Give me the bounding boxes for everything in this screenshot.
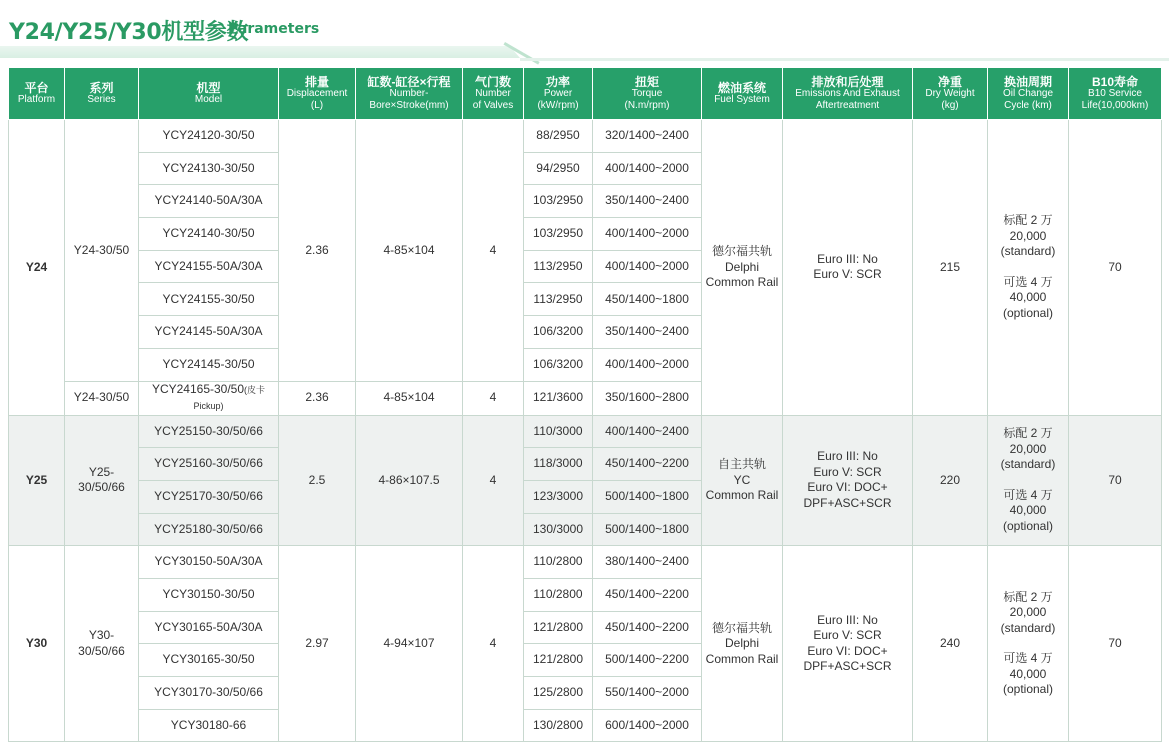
- power-cell: 103/2950: [524, 218, 593, 251]
- oil-change-cell-line: 20,000: [1009, 605, 1047, 620]
- platform-cell: Y25: [9, 415, 65, 546]
- power-cell: 121/2800: [524, 644, 593, 677]
- model-cell: YCY25160-30/50/66: [139, 448, 279, 481]
- model-cell: YCY30180-66: [139, 709, 279, 742]
- b10-life-cell: 70: [1069, 415, 1162, 546]
- column-header-cn: 功率: [545, 74, 570, 89]
- title-underline-extension: [520, 58, 1169, 61]
- model-cell: YCY30165-30/50: [139, 644, 279, 677]
- fuel-system-cell-line: 自主共轨: [717, 457, 766, 472]
- power-cell: 130/2800: [524, 709, 593, 742]
- table-body: [9, 120, 1162, 742]
- emissions-cell: [783, 120, 913, 416]
- title-bar: [0, 0, 1169, 62]
- fuel-system-cell-line: Common Rail: [705, 275, 779, 289]
- torque-cell: 400/1400~2000: [593, 250, 702, 283]
- column-header-en: Dry Weight: [925, 87, 975, 99]
- emissions-cell-line: Euro VI: DOC+: [807, 480, 888, 495]
- power-cell: 110/3000: [524, 415, 593, 448]
- column-header-cn: 排放和后处理: [811, 74, 884, 89]
- column-header-en: Model: [194, 93, 223, 105]
- column-header-en: Displacement: [286, 87, 348, 99]
- fuel-system-cell-line: 德尔福共轨: [711, 620, 772, 635]
- model-cell: YCY30150-30/50: [139, 578, 279, 611]
- oil-change-cell-line: 标配 2 万: [1003, 589, 1053, 604]
- column-header-en: Fuel System: [714, 93, 770, 105]
- model-cell: YCY30150-50A/30A: [139, 546, 279, 579]
- bore-stroke-cell: 4-85×104: [356, 120, 463, 382]
- power-cell: 88/2950: [524, 120, 593, 153]
- oil-change-cell-line: (standard): [1000, 244, 1056, 259]
- column-header-en: Torque: [631, 87, 663, 99]
- power-cell: 113/2950: [524, 250, 593, 283]
- torque-cell: 450/1400~2200: [593, 578, 702, 611]
- power-cell: 118/3000: [524, 448, 593, 481]
- title-underline: [0, 46, 520, 58]
- model-cell: YCY24165-30/50(皮卡Pickup): [139, 381, 279, 415]
- oil-change-cell-line: 可选 4 万: [1003, 274, 1053, 289]
- column-header: [1069, 68, 1162, 120]
- fuel-system-cell-line: Delphi: [724, 636, 760, 651]
- column-header-en: Number: [475, 87, 511, 99]
- power-cell: 121/2800: [524, 611, 593, 644]
- table-row: [9, 546, 1162, 579]
- dry-weight-cell: 220: [913, 415, 988, 546]
- bore-stroke-cell: 4-86×107.5: [356, 415, 463, 546]
- torque-cell: 450/1400~1800: [593, 283, 702, 316]
- column-header-cn: 平台: [24, 80, 49, 95]
- column-header-en: Platform: [17, 93, 56, 105]
- column-header: [463, 68, 524, 120]
- model-note: (皮卡Pickup): [193, 384, 266, 411]
- power-cell: 121/3600: [524, 381, 593, 415]
- bore-stroke-cell: 4-85×104: [356, 381, 463, 415]
- torque-cell: 500/1400~1800: [593, 480, 702, 513]
- column-header-en: Life(10,000km): [1081, 99, 1149, 111]
- column-header-cn: 系列: [89, 80, 114, 95]
- column-header-en: Emissions And Exhaust: [795, 87, 900, 99]
- model-cell: YCY24140-30/50: [139, 218, 279, 251]
- model-cell: YCY30165-50A/30A: [139, 611, 279, 644]
- model-cell: YCY24155-50A/30A: [139, 250, 279, 283]
- column-header-en: Power: [543, 87, 573, 99]
- torque-cell: 400/1400~2400: [593, 415, 702, 448]
- torque-cell: 450/1400~2200: [593, 448, 702, 481]
- series-cell-line: 30/50/66: [78, 480, 125, 495]
- column-header: [524, 68, 593, 120]
- series-cell-line: 30/50/66: [78, 643, 125, 658]
- column-header: [988, 68, 1069, 120]
- power-cell: 110/2800: [524, 578, 593, 611]
- fuel-system-cell-line: Common Rail: [705, 488, 779, 503]
- torque-cell: 400/1400~2000: [593, 152, 702, 185]
- emissions-cell-line: Euro VI: DOC+: [807, 643, 888, 658]
- fuel-system-cell-line: 德尔福共轨: [711, 244, 772, 258]
- oil-change-cell: [988, 120, 1069, 416]
- torque-cell: 600/1400~2000: [593, 709, 702, 742]
- column-header: [913, 68, 988, 120]
- column-header-en: Number-: [389, 87, 429, 99]
- column-header: [783, 68, 913, 120]
- model-cell: YCY24145-30/50: [139, 348, 279, 381]
- emissions-cell-line: Euro V: SCR: [813, 628, 882, 643]
- platform-cell: Y24: [9, 120, 65, 416]
- column-header: [279, 68, 356, 120]
- emissions-cell-line: Euro III: No: [817, 251, 878, 266]
- oil-change-cell-line: 可选 4 万: [1003, 487, 1053, 502]
- displacement-cell: 2.97: [279, 546, 356, 742]
- fuel-system-cell: [702, 120, 783, 416]
- table-row: [9, 120, 1162, 153]
- oil-change-cell-line: 40,000: [1009, 290, 1047, 305]
- column-header: [593, 68, 702, 120]
- emissions-cell-line: Euro III: No: [817, 449, 878, 464]
- oil-change-cell: [988, 546, 1069, 742]
- torque-cell: 400/1400~2000: [593, 348, 702, 381]
- dry-weight-cell: 240: [913, 546, 988, 742]
- torque-cell: 450/1400~2200: [593, 611, 702, 644]
- page-title: Y24/Y25/Y30机型参数: [9, 20, 249, 45]
- series-cell: Y24-30/50: [65, 120, 139, 382]
- torque-cell: 320/1400~2400: [593, 120, 702, 153]
- column-header-en: B10 Service: [1088, 87, 1142, 99]
- model-cell: YCY25180-30/50/66: [139, 513, 279, 546]
- oil-change-cell-line: 标配 2 万: [1003, 213, 1053, 228]
- displacement-cell: 2.36: [279, 120, 356, 382]
- power-cell: 125/2800: [524, 677, 593, 710]
- b10-life-cell: 70: [1069, 120, 1162, 416]
- emissions-cell-line: Euro III: No: [817, 612, 878, 627]
- column-header-en: Oil Change: [1002, 87, 1054, 99]
- power-cell: 123/3000: [524, 480, 593, 513]
- platform-cell: Y30: [9, 546, 65, 742]
- table-row: [9, 415, 1162, 448]
- model-cell: YCY25150-30/50/66: [139, 415, 279, 448]
- displacement-cell: 2.36: [279, 381, 356, 415]
- torque-cell: 400/1400~2000: [593, 218, 702, 251]
- column-header-cn: 缸数-缸径×行程: [367, 74, 451, 89]
- torque-cell: 500/1400~2200: [593, 644, 702, 677]
- column-header-cn: 气门数: [474, 74, 511, 89]
- column-header-cn: 换油周期: [1003, 74, 1052, 89]
- emissions-cell-line: Euro V: SCR: [813, 267, 882, 282]
- torque-cell: 350/1400~2400: [593, 185, 702, 218]
- oil-change-cell-line: 40,000: [1009, 666, 1047, 681]
- table-header: [9, 68, 1162, 120]
- series-cell: [65, 546, 139, 742]
- column-header-cn: 净重: [937, 74, 962, 89]
- series-cell: Y24-30/50: [65, 381, 139, 415]
- series-cell-line: Y25-: [88, 464, 115, 479]
- column-header-en: Cycle (km): [1004, 99, 1052, 111]
- power-cell: 106/3200: [524, 348, 593, 381]
- fuel-system-cell-line: YC: [733, 472, 751, 487]
- column-header-cn: B10寿命: [1091, 74, 1138, 89]
- column-header-en: of Valves: [472, 99, 514, 111]
- column-header-cn: 扭矩: [634, 74, 659, 89]
- emissions-cell-line: Euro V: SCR: [813, 464, 882, 479]
- oil-change-cell-line: (optional): [1002, 518, 1054, 533]
- torque-cell: 500/1400~1800: [593, 513, 702, 546]
- header-row: [9, 68, 1162, 120]
- oil-change-cell-line: (standard): [1000, 457, 1056, 472]
- oil-change-cell-line: 20,000: [1009, 441, 1047, 456]
- column-header-en: Series: [87, 93, 116, 105]
- column-header-cn: 排量: [304, 74, 329, 89]
- bore-stroke-cell: 4-94×107: [356, 546, 463, 742]
- column-header-cn: 燃油系统: [717, 80, 766, 95]
- torque-cell: 550/1400~2000: [593, 677, 702, 710]
- power-cell: 94/2950: [524, 152, 593, 185]
- oil-change-cell: [988, 415, 1069, 546]
- model-cell: YCY24155-30/50: [139, 283, 279, 316]
- oil-change-cell-line: 可选 4 万: [1003, 651, 1053, 666]
- column-header: [65, 68, 139, 120]
- column-header: [356, 68, 463, 120]
- power-cell: 106/3200: [524, 316, 593, 349]
- oil-change-cell-line: 标配 2 万: [1003, 426, 1053, 441]
- column-header: [702, 68, 783, 120]
- model-cell: YCY24140-50A/30A: [139, 185, 279, 218]
- model-cell: YCY25170-30/50/66: [139, 480, 279, 513]
- page-subtitle: Parameters: [228, 21, 320, 37]
- oil-change-cell-line: (optional): [1002, 682, 1054, 697]
- emissions-cell-line: DPF+ASC+SCR: [803, 659, 892, 674]
- model-cell: YCY24145-50A/30A: [139, 316, 279, 349]
- column-header: [139, 68, 279, 120]
- column-header-en: (L): [310, 99, 324, 111]
- series-cell-line: Y30-: [88, 628, 115, 643]
- oil-change-cell-line: (optional): [1002, 305, 1054, 320]
- displacement-cell: 2.5: [279, 415, 356, 546]
- fuel-system-cell-line: Delphi: [724, 259, 760, 274]
- power-cell: 103/2950: [524, 185, 593, 218]
- emissions-cell: [783, 415, 913, 546]
- column-header-en: (kg): [941, 99, 959, 111]
- emissions-cell-line: DPF+ASC+SCR: [803, 495, 892, 510]
- series-cell: [65, 415, 139, 546]
- column-header-en: Aftertreatment: [815, 99, 880, 111]
- column-header-cn: 机型: [196, 80, 221, 95]
- valves-cell: 4: [463, 381, 524, 415]
- dry-weight-cell: 215: [913, 120, 988, 416]
- torque-cell: 380/1400~2400: [593, 546, 702, 579]
- b10-life-cell: 70: [1069, 546, 1162, 742]
- oil-change-cell-line: (standard): [1000, 620, 1056, 635]
- torque-cell: 350/1400~2400: [593, 316, 702, 349]
- model-cell: YCY24120-30/50: [139, 120, 279, 153]
- column-header-en: Bore×Stroke(mm): [369, 99, 449, 111]
- column-header-en: (kW/rpm): [537, 99, 579, 111]
- power-cell: 110/2800: [524, 546, 593, 579]
- oil-change-cell-line: 40,000: [1009, 503, 1047, 518]
- oil-change-cell-line: 20,000: [1009, 228, 1047, 243]
- fuel-system-cell: [702, 546, 783, 742]
- model-cell: YCY30170-30/50/66: [139, 677, 279, 710]
- column-header-en: (N.m/rpm): [624, 99, 670, 111]
- power-cell: 113/2950: [524, 283, 593, 316]
- model-cell: YCY24130-30/50: [139, 152, 279, 185]
- parameters-table: [8, 67, 1162, 742]
- valves-cell: 4: [463, 415, 524, 546]
- emissions-cell: [783, 546, 913, 742]
- power-cell: 130/3000: [524, 513, 593, 546]
- column-header: [9, 68, 65, 120]
- fuel-system-cell-line: Common Rail: [705, 651, 779, 666]
- fuel-system-cell: [702, 415, 783, 546]
- valves-cell: 4: [463, 120, 524, 382]
- valves-cell: 4: [463, 546, 524, 742]
- torque-cell: 350/1600~2800: [593, 381, 702, 415]
